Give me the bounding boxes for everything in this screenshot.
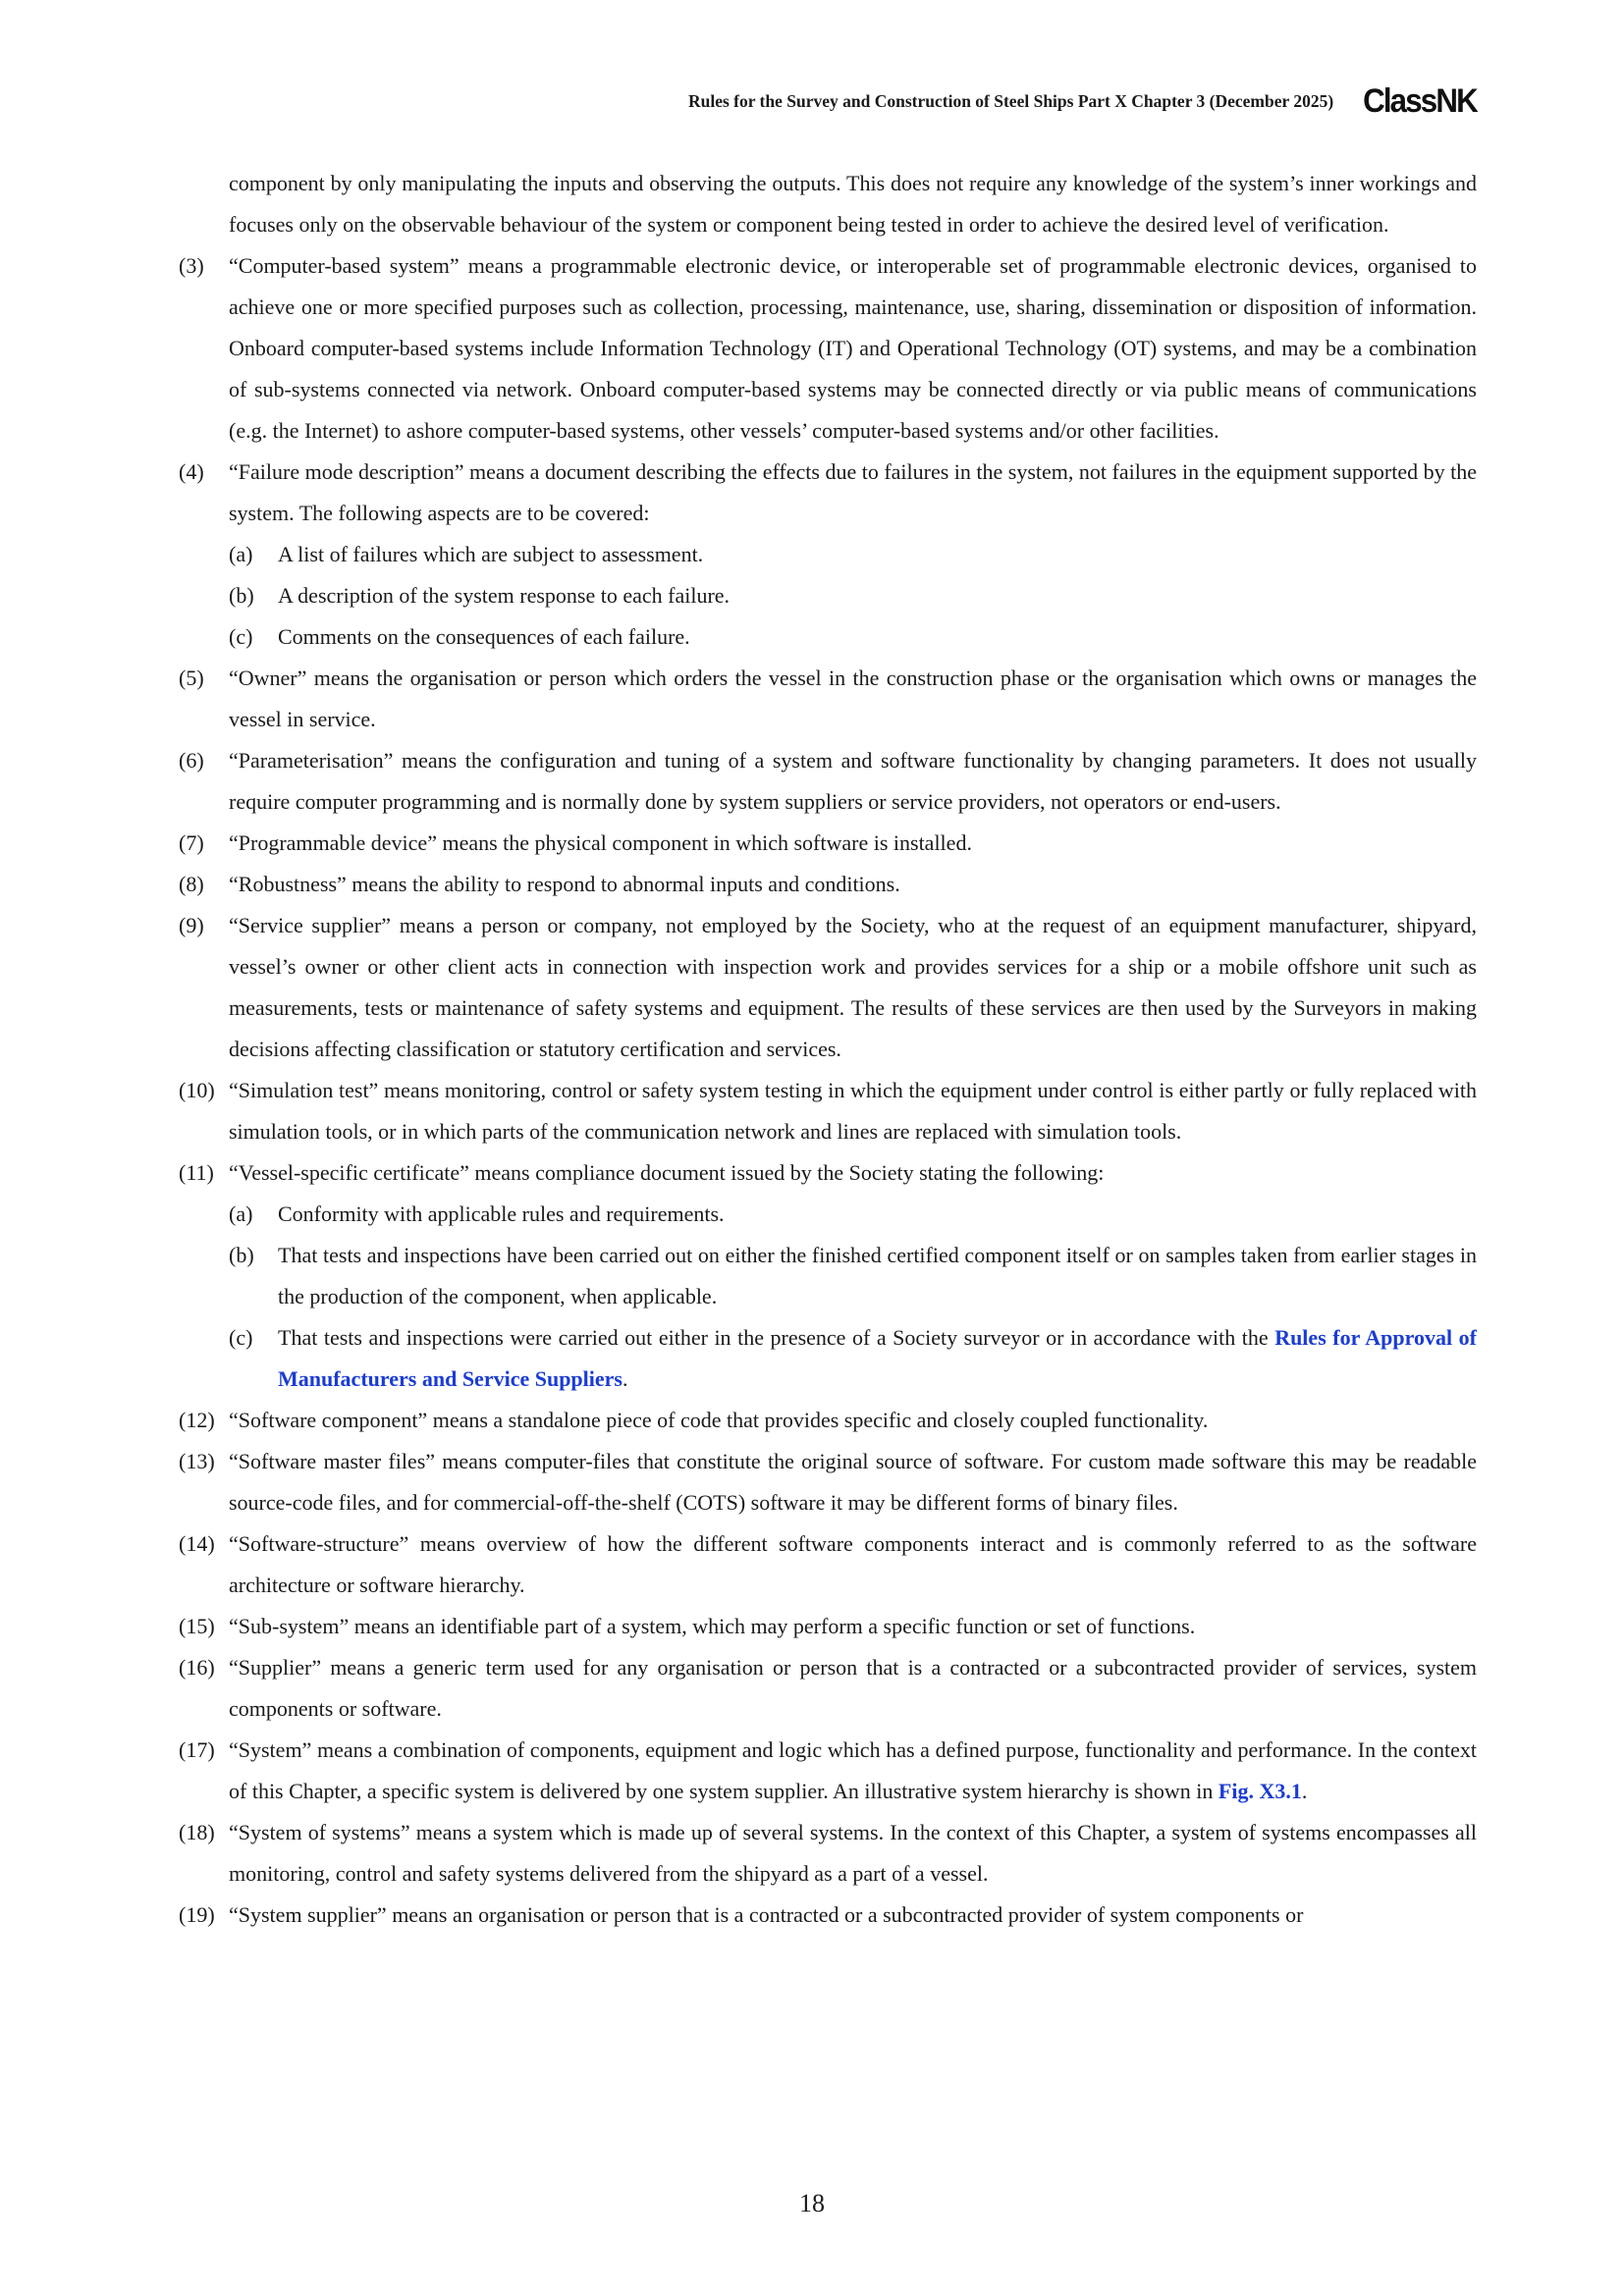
sub-list-item [179, 575, 1477, 616]
sub-list-item [179, 1235, 1477, 1317]
definition-text: “Failure mode description” means a document describing the effects due to failures in the system, not failures in the equipment supported by the system. The following aspects are to be covered: [229, 459, 1477, 525]
item-number: (11) [179, 1160, 214, 1185]
definition-text: “Software component” means a standalone piece of code that provides specific and closely coupled functionality. [229, 1408, 1209, 1432]
item-number: (6) [179, 748, 204, 773]
definition-text: “Robustness” means the ability to respond to abnormal inputs and conditions. [229, 872, 900, 896]
definition-text: That tests and inspections were carried out either in the presence of a Society surveyor or in accordance with the [278, 1325, 1275, 1350]
sub-item-letter: (c) [229, 1325, 253, 1350]
item-body [229, 1441, 1477, 1523]
list-item [179, 1812, 1477, 1895]
continued-paragraph: component by only manipulating the inputs and observing the outputs. This does not require any knowledge of the system’s inner workings and focuses only on the observable behaviour of the system or component being tested in order to achieve the desired level of verification. [229, 171, 1477, 237]
item-body [229, 1152, 1477, 1194]
list-item [179, 1070, 1477, 1152]
list-item [179, 1647, 1477, 1730]
item-body [229, 823, 1477, 864]
item-number: (17) [179, 1737, 215, 1762]
sub-item-body [278, 616, 1477, 658]
list-item [179, 452, 1477, 534]
document-body [179, 163, 1477, 1936]
definition-text: “System supplier” means an organisation or person that is a contracted or a subcontracted provider of system components or [229, 1902, 1304, 1927]
definition-text: “System” means a combination of components, equipment and logic which has a defined purpose, functionality and performance. In the context of this Chapter, a specific system is delivered by one system supplier. An illustrative system hierarchy is shown in [229, 1737, 1477, 1803]
item-body [229, 740, 1477, 823]
item-body [229, 1730, 1477, 1812]
list-item [179, 1730, 1477, 1812]
item-body [229, 905, 1477, 1070]
definition-list [179, 245, 1477, 1936]
item-number: (10) [179, 1078, 215, 1102]
page-header [688, 82, 1477, 121]
item-number: (12) [179, 1408, 215, 1432]
item-number: (3) [179, 253, 204, 278]
list-item [179, 905, 1477, 1070]
sub-item-letter: (b) [229, 1243, 254, 1267]
sub-item-letter: (a) [229, 1201, 253, 1226]
sub-item-body [278, 575, 1477, 616]
list-item [179, 740, 1477, 823]
definition-text: A description of the system response to each failure. [278, 583, 731, 608]
definition-text: “Vessel-specific certificate” means compliance document issued by the Society stating the following: [229, 1160, 1105, 1185]
sub-item-letter: (b) [229, 583, 254, 608]
item-number: (4) [179, 459, 204, 484]
sub-list-item [179, 1317, 1477, 1400]
list-item [179, 1895, 1477, 1936]
list-item [179, 823, 1477, 864]
item-body [229, 1070, 1477, 1152]
trailing-punctuation: . [1301, 1779, 1308, 1803]
definition-text: “Sub-system” means an identifiable part of a system, which may perform a specific function or set of functions. [229, 1614, 1196, 1638]
sub-item-body [278, 534, 1477, 575]
definition-text: “Service supplier” means a person or company, not employed by the Society, who at the request of an equipment manufacturer, shipyard, vessel’s owner or other client acts in connection with inspection work and provides services for a ship or a mobile offshore unit such as measurements, tests or maintenance of safety systems and equipment. The results of these services are then used by the Surveyors in making decisions affecting classification or statutory certification and services. [229, 913, 1477, 1061]
definition-text: Comments on the consequences of each failure. [278, 624, 690, 649]
definition-text: “Owner” means the organisation or person which orders the vessel in the construction phase or the organisation which owns or manages the vessel in service. [229, 666, 1477, 731]
list-item [179, 1606, 1477, 1647]
definition-text: “Simulation test” means monitoring, control or safety system testing in which the equipment under control is either partly or fully replaced with simulation tools, or in which parts of the communication network and lines are replaced with simulation tools. [229, 1078, 1477, 1144]
definition-text: “Parameterisation” means the configuration and tuning of a system and software functionality by changing parameters. It does not usually require computer programming and is normally done by system suppliers or service providers, not operators or end-users. [229, 748, 1477, 814]
definition-text: “System of systems” means a system which is made up of several systems. In the context of this Chapter, a system of systems encompasses all monitoring, control and safety systems delivered from the shipyard as a part of a vessel. [229, 1820, 1477, 1886]
definition-text: “Software master files” means computer-files that constitute the original source of software. For custom made software this may be readable source-code files, and for commercial-off-the-shelf (COTS) software it may be different forms of binary files. [229, 1449, 1477, 1515]
list-item [179, 1400, 1477, 1441]
list-item [179, 1152, 1477, 1194]
definition-text: “Software-structure” means overview of how the different software components interact and is commonly referred to as the software architecture or software hierarchy. [229, 1531, 1477, 1597]
definition-text: “Computer-based system” means a programmable electronic device, or interoperable set of programmable electronic devices, organised to achieve one or more specified purposes such as collection, processing, maintenance, use, sharing, dissemination or disposition of information. Onboard computer-based systems include Information Technology (IT) and Operational Technology (OT) systems, and may be a combination of sub-systems connected via network. Onboard computer-based systems may be connected directly or via public means of communications (e.g. the Internet) to ashore computer-based systems, other vessels’ computer-based systems and/or other facilities. [229, 253, 1477, 443]
definition-text: That tests and inspections have been carried out on either the finished certified component itself or on samples taken from earlier stages in the production of the component, when applicable. [278, 1243, 1477, 1308]
item-number: (18) [179, 1820, 215, 1844]
item-body [229, 1400, 1477, 1441]
item-body [229, 658, 1477, 740]
sub-list-item [179, 616, 1477, 658]
item-number: (16) [179, 1655, 215, 1680]
classnk-logo: ClassNK [1363, 82, 1477, 120]
item-body [229, 864, 1477, 905]
list-item [179, 245, 1477, 452]
item-body [229, 1895, 1477, 1936]
item-body [229, 1523, 1477, 1606]
list-item [179, 864, 1477, 905]
item-number: (5) [179, 666, 204, 690]
item-body [229, 452, 1477, 534]
item-number: (7) [179, 830, 204, 855]
sub-item-body [278, 1235, 1477, 1317]
item-body [229, 245, 1477, 452]
trailing-punctuation: . [622, 1366, 628, 1391]
definition-text: A list of failures which are subject to assessment. [278, 542, 704, 566]
sub-item-body [278, 1194, 1477, 1235]
item-number: (9) [179, 913, 204, 937]
document-title: Rules for the Survey and Construction of Steel Ships Part X Chapter 3 (December 2025) [687, 91, 1334, 111]
item-number: (14) [179, 1531, 215, 1556]
sub-item-letter: (a) [229, 542, 253, 566]
definition-text: “Supplier” means a generic term used for any organisation or person that is a contracted or a subcontracted provider of services, system components or software. [229, 1655, 1477, 1721]
definition-text: Conformity with applicable rules and requirements. [278, 1201, 725, 1226]
item-number: (15) [179, 1614, 215, 1638]
sub-list-item [179, 534, 1477, 575]
item-body [229, 1812, 1477, 1895]
sub-list-item [179, 1194, 1477, 1235]
definition-text: “Programmable device” means the physical component in which software is installed. [229, 830, 972, 855]
item-body [229, 1647, 1477, 1730]
sub-item-body [278, 1317, 1477, 1400]
cross-reference-link[interactable]: Fig. X3.1 [1218, 1779, 1302, 1803]
page-number: 18 [799, 2189, 825, 2217]
item-number: (13) [179, 1449, 215, 1473]
item-number: (19) [179, 1902, 215, 1927]
sub-item-letter: (c) [229, 624, 253, 649]
list-item [179, 1441, 1477, 1523]
item-number: (8) [179, 872, 204, 896]
list-item [179, 1523, 1477, 1606]
item-body [229, 1606, 1477, 1647]
cross-reference-link[interactable]: Rules for Approval of Manufacturers and Service Suppliers [278, 1325, 1477, 1391]
list-item [179, 658, 1477, 740]
